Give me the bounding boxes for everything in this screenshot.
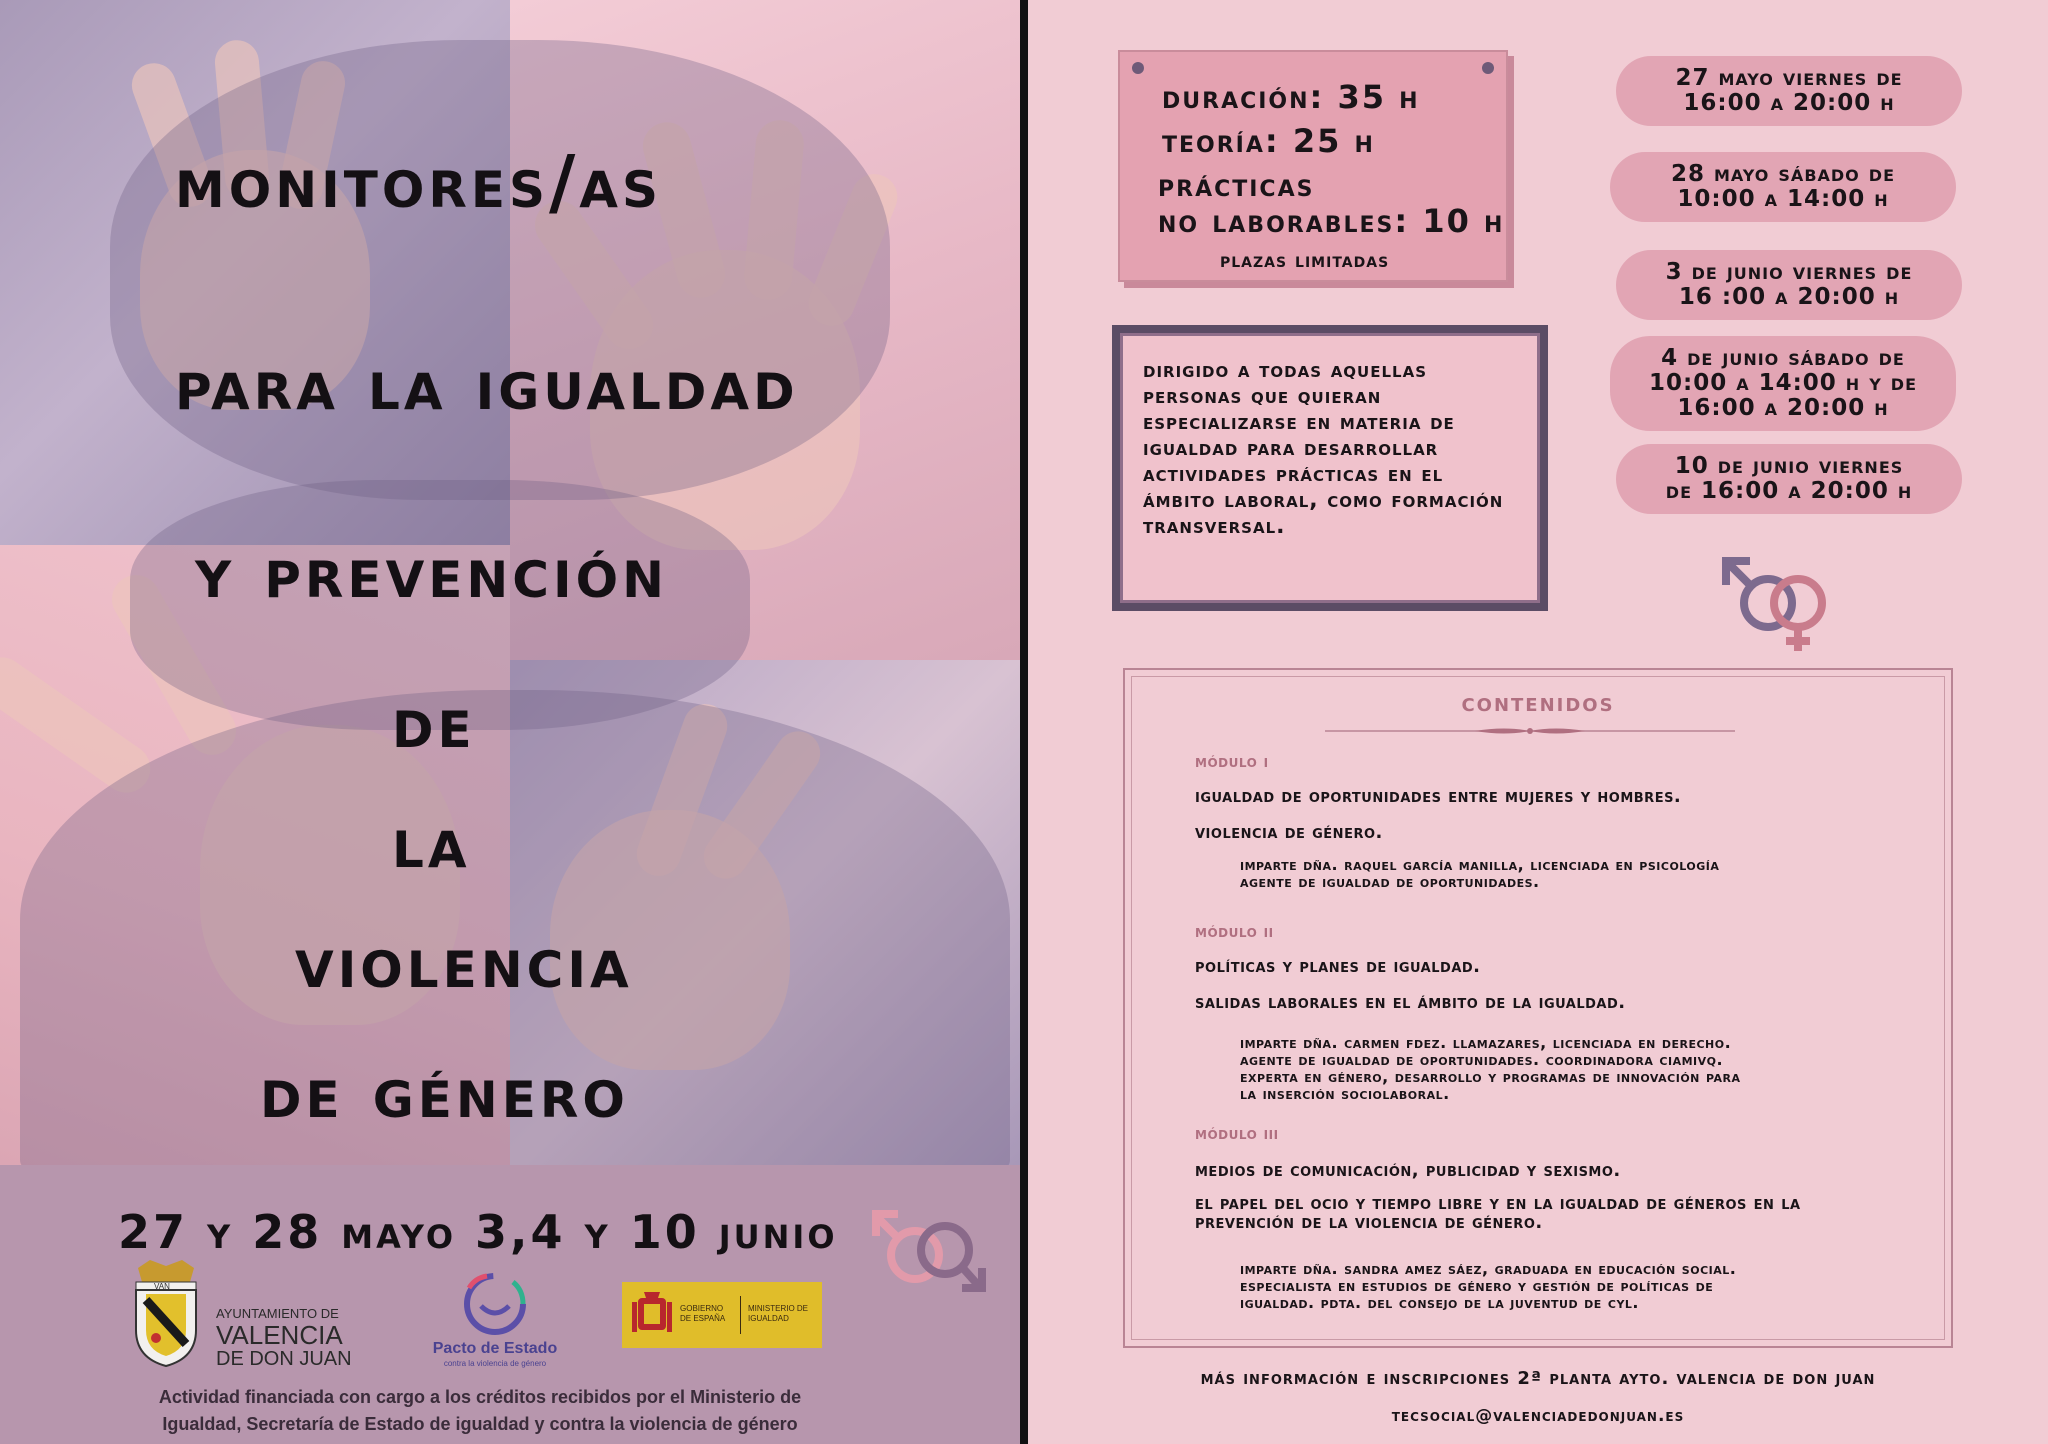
ayto-badge: VAN bbox=[154, 1282, 170, 1291]
silhouette-head bbox=[110, 40, 890, 500]
module-3-teacher: imparte dña. sandra amez sáez, graduada en educación social. especialista en estudios de género y gestión de políticas de igualdad. pdta. del consejo de la juventud de cyl. bbox=[1240, 1259, 1737, 1312]
gobierno-espana-logo bbox=[622, 1282, 822, 1348]
target-audience-frame bbox=[1112, 325, 1548, 611]
schedule-pill-3 bbox=[1616, 250, 1962, 320]
pacto-smile-icon bbox=[455, 1270, 535, 1336]
funding-note: Actividad financiada con cargo a los créditos recibidos por el Ministerio de Igualdad, Secretaría de Estado de igualdad y contra la violencia de género bbox=[158, 1387, 802, 1434]
ornament-divider bbox=[1325, 726, 1735, 736]
target-audience-text: dirigido a todas aquellas personas que quieran especializarse en materia de igualdad para desarrollar actividades prácticas en el ámbito laboral, como formación transversal. bbox=[1143, 358, 1504, 539]
gob-left-text: GOBIERNO DE ESPAÑA bbox=[680, 1304, 726, 1323]
schedule-1-line-2: 16:00 a 20:00 h bbox=[1683, 90, 1895, 116]
poster-panel bbox=[0, 0, 1020, 1444]
limited-places: plazas limitadas bbox=[1220, 248, 1390, 272]
module-2-topic-2: salidas laborales en el ámbito de la igualdad. bbox=[1195, 992, 1626, 1013]
ayuntamiento-logo bbox=[130, 1260, 370, 1370]
module-3-topic-2: el papel del ocio y tiempo libre y en la igualdad de géneros en la prevención de la violencia de género. bbox=[1195, 1193, 1801, 1233]
module-1-teacher: imparte dña. raquel garcía manilla, licenciada en psicología agente de igualdad de oportunidades. bbox=[1240, 855, 1720, 891]
schedule-4-line-1: 4 de junio sábado de bbox=[1661, 345, 1905, 371]
module-3-label: módulo iii bbox=[1195, 1124, 1279, 1144]
contents-box bbox=[1123, 668, 1953, 1348]
gob-divider bbox=[740, 1296, 741, 1334]
title-line-4: de bbox=[392, 680, 476, 764]
title-line-2: para la igualdad bbox=[175, 342, 799, 426]
duration-practice-1: prácticas bbox=[1158, 166, 1315, 204]
schedule-pill-5 bbox=[1616, 444, 1962, 514]
schedule-4-line-2: 10:00 a 14:00 h y de bbox=[1648, 370, 1918, 396]
title-line-3: y prevención bbox=[195, 530, 668, 614]
page-divider bbox=[1020, 0, 1028, 1444]
schedule-pill-1 bbox=[1616, 56, 1962, 126]
pin-icon bbox=[1132, 62, 1144, 74]
schedule-1-line-1: 27 mayo viernes de bbox=[1675, 65, 1903, 91]
schedule-5-line-1: 10 de junio viernes bbox=[1674, 453, 1904, 479]
more-info-text: más información e inscripciones 2ª planta ayto. valencia de don juan bbox=[1200, 1368, 1876, 1389]
schedule-pill-2 bbox=[1610, 152, 1956, 222]
course-dates: 27 y 28 mayo 3,4 y 10 junio bbox=[118, 1205, 838, 1259]
duration-theory: teoría: 25 h bbox=[1162, 122, 1375, 160]
schedule-3-line-1: 3 de junio viernes de bbox=[1665, 259, 1913, 285]
pacto-name: Pacto de Estado bbox=[432, 1340, 558, 1357]
contents-title: contenidos bbox=[1461, 688, 1615, 717]
coat-of-arms-icon bbox=[130, 1260, 202, 1370]
module-2-teacher: imparte dña. carmen fdez. llamazares, licenciada en derecho. agente de igualdad de oportunidades. coordinadora ciamivq. experta en género, desarrollo y programas de innovación para la inserción sociolaboral. bbox=[1240, 1033, 1741, 1103]
schedule-2-line-2: 10:00 a 14:00 h bbox=[1677, 186, 1889, 212]
schedule-pill-4 bbox=[1610, 336, 1956, 431]
title-line-6: violencia bbox=[295, 920, 633, 1004]
pacto-de-estado-logo bbox=[425, 1260, 565, 1370]
schedule-3-line-2: 16 :00 a 20:00 h bbox=[1678, 284, 1900, 310]
details-panel bbox=[1028, 0, 2048, 1444]
module-2-label: módulo ii bbox=[1195, 922, 1274, 942]
schedule-4-line-3: 16:00 a 20:00 h bbox=[1677, 395, 1889, 421]
module-2-topic-1: políticas y planes de igualdad. bbox=[1195, 956, 1481, 977]
gender-symbol-icon bbox=[1718, 555, 1848, 655]
ayto-line-3: DE DON JUAN bbox=[216, 1348, 352, 1370]
pin-icon bbox=[1482, 62, 1494, 74]
module-1-topic-1: igualdad de oportunidades entre mujeres y hombres. bbox=[1195, 786, 1682, 807]
duration-practice-2: no laborables: 10 h bbox=[1158, 202, 1505, 240]
gob-right-text: MINISTERIO DE IGUALDAD bbox=[748, 1304, 809, 1323]
target-audience-panel bbox=[1120, 333, 1540, 603]
module-3-topic-1: medios de comunicación, publicidad y sexismo. bbox=[1195, 1160, 1621, 1181]
title-line-1: monitores/as bbox=[175, 140, 662, 224]
duration-card bbox=[1118, 50, 1508, 282]
title-line-7: de género bbox=[260, 1050, 629, 1134]
schedule-2-line-1: 28 mayo sábado de bbox=[1671, 161, 1895, 187]
gender-symbol-icon bbox=[870, 1200, 990, 1300]
duration-total: duración: 35 h bbox=[1162, 78, 1420, 116]
ayto-line-2: VALENCIA bbox=[216, 1320, 343, 1350]
ayto-line-1: AYUNTAMIENTO DE bbox=[216, 1306, 339, 1321]
module-1-label: módulo i bbox=[1195, 752, 1269, 772]
spain-shield-icon bbox=[632, 1290, 672, 1340]
schedule-5-line-2: de 16:00 a 20:00 h bbox=[1665, 478, 1913, 504]
module-1-topic-2: violencia de género. bbox=[1195, 822, 1383, 843]
pacto-sub: contra la violencia de género bbox=[443, 1359, 547, 1368]
title-line-5: la bbox=[392, 800, 471, 884]
contact-email: tecsocial@valenciadedonjuan.es bbox=[1391, 1406, 1685, 1426]
